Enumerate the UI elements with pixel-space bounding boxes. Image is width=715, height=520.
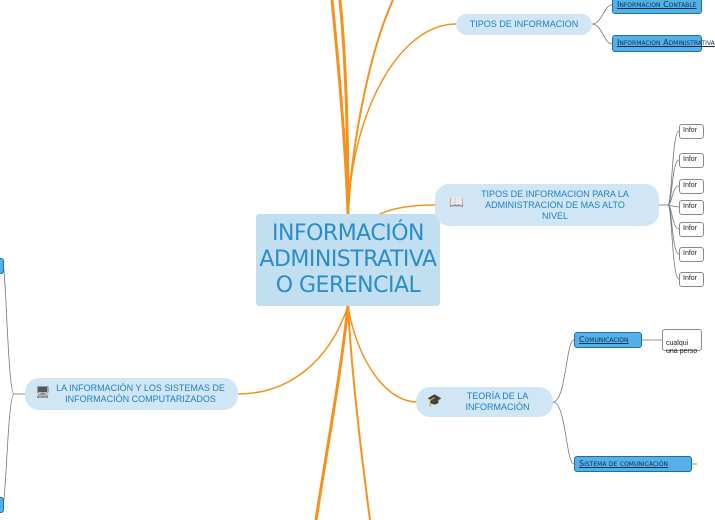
topic-tipos-informacion[interactable] bbox=[456, 14, 592, 35]
left-node-upper[interactable] bbox=[0, 258, 4, 274]
comunicacion-description-leaf[interactable]: cualqui una perso bbox=[662, 329, 702, 351]
subtopic-informacion-contable[interactable]: Informacion Contable bbox=[612, 0, 702, 14]
info-leaf[interactable]: Infor bbox=[679, 272, 704, 287]
info-leaf[interactable]: Infor bbox=[679, 222, 704, 237]
info-leaf[interactable]: Infor bbox=[679, 153, 704, 168]
info-leaf[interactable]: Infor bbox=[679, 179, 704, 194]
central-topic[interactable] bbox=[256, 214, 440, 306]
topic-sistemas-computarizados[interactable] bbox=[25, 378, 238, 410]
central-title: INFORMACIÓN ADMINISTRATIVA O GERENCIAL bbox=[259, 221, 437, 298]
topic-alto-nivel[interactable] bbox=[435, 184, 659, 226]
left-node-lower[interactable] bbox=[0, 497, 4, 513]
topic-label: TIPOS DE INFORMACION PARA LA ADMINISTRACION DE MAS ALTO NIVEL bbox=[481, 188, 629, 221]
subtopic-informacion-administrativa[interactable]: Informacion Administrativa bbox=[612, 35, 702, 52]
info-leaf[interactable]: Infor bbox=[679, 200, 704, 215]
computer-icon: 🖥 bbox=[35, 385, 51, 399]
info-leaf[interactable]: Infor bbox=[679, 247, 704, 262]
topic-label: TEORÍA DE LA INFORMACIÓN bbox=[465, 391, 530, 412]
topic-label: LA INFORMACIÓN Y LOS SISTEMAS DE INFORMACIÓN COMPUTARIZADOS bbox=[56, 383, 225, 404]
info-leaf[interactable]: Infor bbox=[679, 124, 704, 139]
book-icon: 📖 bbox=[449, 195, 464, 209]
topic-teoria-informacion[interactable] bbox=[416, 387, 553, 417]
mortarboard-icon: 🎓 bbox=[427, 393, 442, 407]
topic-label: TIPOS DE INFORMACION bbox=[469, 19, 579, 29]
subtopic-comunicacion[interactable]: Comunicacion bbox=[574, 332, 642, 348]
subtopic-sistema-comunicacion[interactable]: Sistema de comunicación bbox=[574, 456, 692, 472]
